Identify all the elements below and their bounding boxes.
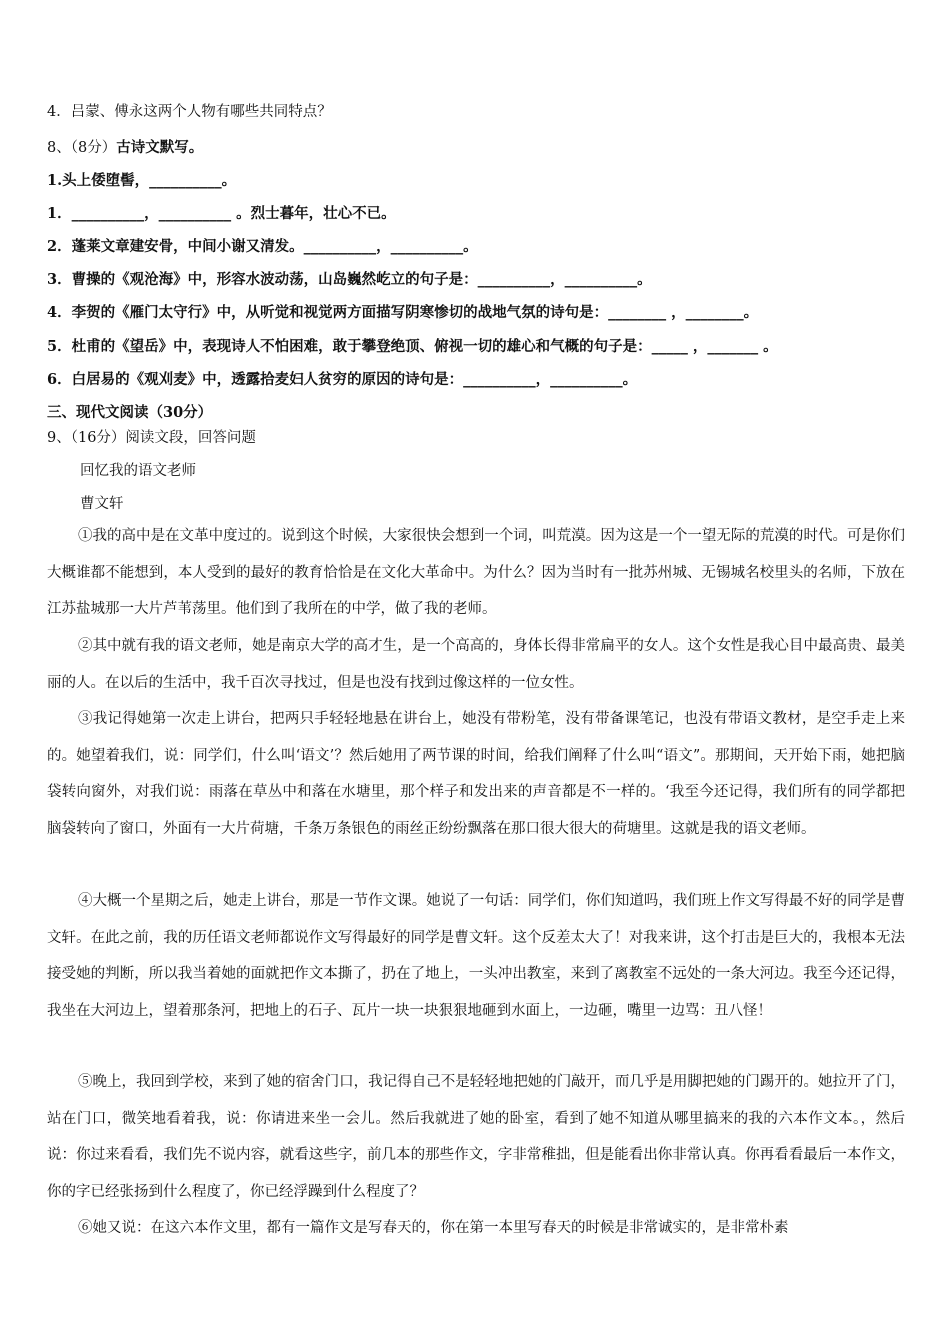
poem-item-4: 4．李贺的《雁门太守行》中，从听觉和视觉两方面描写阴寒惨切的战地气氛的诗句是：________ ，________。 bbox=[47, 304, 759, 321]
article-paragraph-4: ④大概一个星期之后，她走上讲台，那是一节作文课。她说了一句话：同学们，你们知道吗，我们班上作文写得最不好的同学是曹文轩。在此之前，我的历任语文老师都说作文写得最好的同学是曹文轩。这个反差太大了！对我来讲，这个打击是巨大的，我根本无法接受她的判断，所以我当着她的面就把作文本撕了，扔在了地上，一头冲出教室，来到了离教室不远处的一条大河边。我至今还记得，我坐在大河边上，望着那条河，把地上的石子、瓦片一块一块狠狠地砸到水面上，一边砸，嘴里一边骂：丑八怪！ bbox=[47, 893, 905, 1019]
question-8-prefix: 8、（8分） bbox=[47, 140, 117, 156]
question-8-title: 古诗文默写。 bbox=[116, 139, 204, 156]
article-paragraph-6: ⑥她又说：在这六本作文里，都有一篇作文是写春天的，你在第一本里写春天的时候是非常诚实的，是非常朴素 bbox=[78, 1220, 789, 1236]
poem-item-2: 2．蓬莱文章建安骨，中间小谢又清发。__________，__________。 bbox=[47, 238, 478, 255]
section-3-heading: 三、现代文阅读（30分） bbox=[47, 404, 213, 421]
article-paragraph-3: ③我记得她第一次走上讲台，把两只手轻轻地悬在讲台上，她没有带粉笔，没有带备课笔记，也没有带语文教材，是空手走上来的。她望着我们，说：同学们，什么叫‘语文’？然后她用了两节课的时间，给我们阐释了什么叫“语文”。那期间，天开始下雨，她把脑袋转向窗外，对我们说：雨落在草丛中和落在水塘里，那个样子和发出来的声音都是不一样的。‘我至今还记得，我们所有的同学都把脑袋转向了窗口，外面有一大片荷塘，千条万条银色的雨丝正纷纷飘落在那口很大很大的荷塘里。这就是我的语文老师。 bbox=[47, 711, 905, 837]
poem-item-3: 3．曹操的《观沧海》中，形容水波动荡，山岛巍然屹立的句子是：__________，__________。 bbox=[47, 271, 652, 288]
question-8-header bbox=[47, 138, 203, 158]
question-4: 4．吕蒙、傅永这两个人物有哪些共同特点？ bbox=[47, 104, 332, 120]
poem-item-5: 5．杜甫的《望岳》中，表现诗人不怕困难，敢于攀登绝顶、俯视一切的雄心和气概的句子是：_____ ，_______ 。 bbox=[47, 338, 778, 355]
article-title: 回忆我的语文老师 bbox=[80, 463, 196, 479]
article-paragraph-5: ⑤晚上，我回到学校，来到了她的宿舍门口，我记得自己不是轻轻地把她的门敲开，而几乎是用脚把她的门踢开的。她拉开了门，站在门口，微笑地看着我，说：你请进来坐一会儿。然后我就进了她的卧室，看到了她不知道从哪里搞来的我的六本作文本。，然后说：你过来看看，我们先不说内容，就看这些字，前几本的那些作文，字非常稚拙，但是能看出你非常认真。你再看看最后一本作文，你的字已经张扬到什么程度了，你已经浮躁到什么程度了？ bbox=[47, 1074, 905, 1200]
question-9-intro: 9、（16分）阅读文段，回答问题 bbox=[47, 430, 256, 446]
article-paragraph-1: ①我的高中是在文革中度过的。说到这个时候，大家很快会想到一个词，叫荒漠。因为这是一个一望无际的荒漠的时代。可是你们大概谁都不能想到，本人受到的最好的教育恰恰是在文化大革命中。为什么？因为当时有一批苏州城、无锡城名校里头的名师，下放在江苏盐城那一大片芦苇荡里。他们到了我所在的中学，做了我的老师。 bbox=[47, 528, 905, 617]
article-paragraph-2: ②其中就有我的语文老师，她是南京大学的高才生，是一个高高的，身体长得非常扁平的女人。这个女性是我心目中最高贵、最美丽的人。在以后的生活中，我千百次寻找过，但是也没有找到过像这样的一位女性。 bbox=[47, 638, 905, 691]
article-author: 曹文轩 bbox=[80, 496, 124, 512]
poem-item-6: 6．白居易的《观刈麦》中，透露拾麦妇人贫穷的原因的诗句是：__________，__________。 bbox=[47, 371, 638, 388]
poem-item-1a: 1.头上倭堕髻，__________。 bbox=[47, 172, 237, 189]
poem-item-1b: 1．__________，__________ 。烈士暮年，壮心不已。 bbox=[47, 205, 396, 222]
